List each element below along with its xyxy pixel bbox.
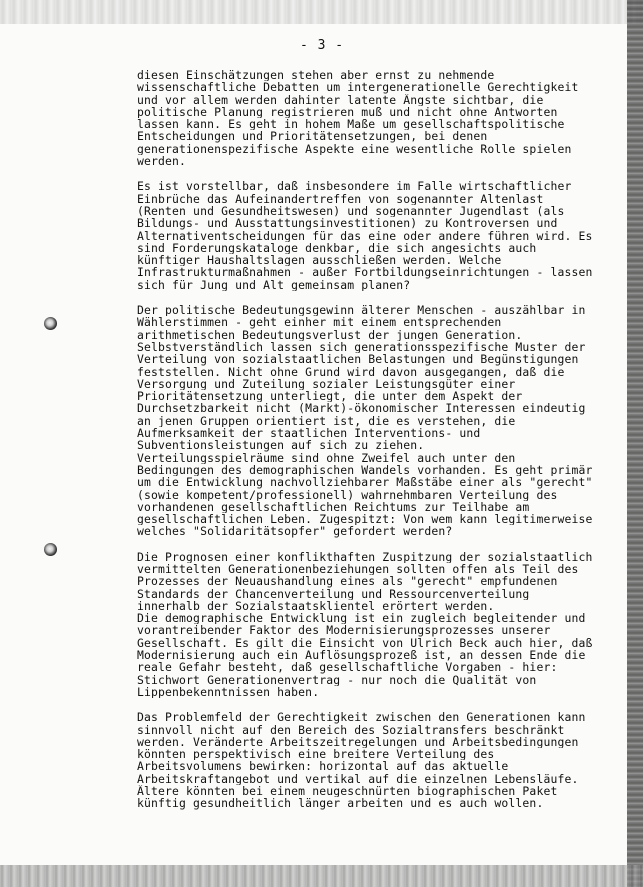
text-line: politische Planung registrieren muß und nicht ohne Antworten: [137, 105, 558, 119]
text-line: werden. Veränderte Arbeitszeitregelungen und Arbeitsbedingungen: [137, 735, 579, 749]
text-line: künftig gesundheitlich länger arbeiten und es auch wollen.: [137, 797, 544, 810]
text-line: diesen Einschätzungen stehen aber ernst zu nehmende: [137, 69, 495, 82]
text-line: vorhandenen gesellschaftlichen Reichtums zur Teilhabe am: [137, 500, 530, 514]
text-line: lassen kann. Es geht in hohem Maße um gesellschaftspolitische: [137, 118, 565, 131]
text-line: Lippenbekenntnissen haben.: [137, 685, 320, 699]
text-line: Aufmerksamkeit der staatlichen Interventions- und: [137, 427, 481, 440]
text-line: Entscheidungen und Prioritätensetzungen, bei denen: [137, 130, 488, 143]
text-line: Bildungs- und Ausstattungsinvestitionen) zu Kontroversen und: [137, 217, 558, 230]
text-line: künftiger Haushaltslagen ausschließen werden. Welche: [137, 254, 502, 267]
text-line: (sowie kompetent/professionell) wahrnehmbaren Verteilung des: [137, 488, 558, 501]
paragraph: [137, 180, 607, 291]
body-text: [137, 69, 607, 823]
text-line: (Renten und Gesundheitswesen) und sogenannter Jugendlast (als: [137, 204, 565, 218]
text-line: gesellschaftlichen Leben. Zugespitzt: Von wem kann legitimerweise: [137, 513, 593, 526]
text-line: Prozesses der Neuaushandlung eines als "gerecht" empfundenen: [137, 575, 558, 588]
text-line: könnten perspektivisch eine breitere Verteilung des: [137, 748, 495, 761]
scan-edge-top: [0, 0, 643, 24]
text-line: Infrastrukturmaßnahmen - außer Fortbildungseinrichtungen - lassen: [137, 266, 593, 279]
text-line: Stichwort Generationenvertrag - nur noch die Qualität von: [137, 673, 537, 686]
text-line: Wählerstimmen - geht einher mit einem entsprechenden: [137, 316, 502, 329]
text-line: Gesellschaft. Es gilt die Einsicht von Ulrich Beck auch hier, daß: [137, 636, 593, 650]
text-line: Arbeitsvolumens bewirken: horizontal auf das aktuelle: [137, 760, 509, 773]
text-line: vermittelten Generationenbeziehungen sollten offen als Teil des: [137, 562, 579, 576]
text-line: Selbstverständlich lassen sich generationsspezifische Muster der: [137, 340, 586, 354]
text-line: Modernisierung auch ein Auflösungsprozeß ist, an dessen Ende die: [137, 649, 586, 662]
punch-hole-icon: [44, 317, 57, 330]
text-line: Es ist vorstellbar, daß insbesondere im Falle wirtschaftlicher: [137, 180, 572, 193]
scan-edge-bottom: [0, 865, 643, 887]
text-line: und vor allem werden dahinter latente Ängste sichtbar, die: [137, 93, 544, 106]
scan-edge-right: [627, 0, 643, 887]
text-line: werden.: [137, 155, 187, 168]
text-line: Verteilung von sozialstaatlichen Belastungen und Begünstigungen: [137, 353, 579, 366]
text-line: generationenspezifische Aspekte eine wesentliche Rolle spielen: [137, 142, 572, 156]
text-line: Subventionsleistungen auf sich zu ziehen.: [137, 439, 425, 452]
text-line: Der politische Bedeutungsgewinn älterer Menschen - auszählbar in: [137, 304, 586, 317]
text-line: an jenen Gruppen orientiert ist, die es verstehen, die: [137, 414, 516, 428]
text-line: sich für Jung und Alt gemeinsam planen?: [137, 278, 411, 292]
text-line: Versorgung und Zuteilung sozialer Leistungsgüter einer: [137, 377, 516, 391]
text-line: feststellen. Nicht ohne Grund wird davon ausgegangen, daß die: [137, 365, 565, 378]
page-number: - 3 -: [300, 38, 345, 53]
text-line: Ältere könnten bei einem neugeschnürten biographischen Paket: [137, 785, 558, 798]
text-line: Bedingungen des demographischen Wandels vorhanden. Es geht primär: [137, 463, 593, 477]
text-line: um die Entwicklung nachvollziehbarer Maßstäbe einer als "gerecht": [137, 476, 593, 489]
text-line: innerhalb der Sozialstaatsklientel erörtert werden.: [137, 599, 495, 613]
paragraph: [137, 304, 607, 538]
text-line: Verteilungsspielräume sind ohne Zweifel auch unter den: [137, 451, 516, 464]
text-line: arithmetischen Bedeutungsverlust der jungen Generation.: [137, 328, 523, 341]
text-line: welches "Solidaritätsopfer" gefordert werden?: [137, 525, 453, 538]
text-line: Die demographische Entwicklung ist ein zugleich begleitender und: [137, 612, 586, 625]
paragraph: [137, 69, 607, 167]
text-line: reale Gefahr besteht, daß gesellschaftliche Vorgaben - hier:: [137, 661, 558, 674]
text-line: Einbrüche das Aufeinandertreffen von sogenannter Altenlast: [137, 192, 544, 205]
text-line: Arbeitskraftangebot und vertikal auf die einzelnen Lebensläufe.: [137, 772, 579, 786]
paragraph: [137, 711, 607, 809]
paragraph: [137, 551, 607, 699]
punch-hole-icon: [44, 543, 57, 556]
text-line: Prioritätensetzung unterliegt, die unter dem Aspekt der: [137, 390, 523, 403]
text-line: Die Prognosen einer konflikthaften Zuspitzung der sozialstaatlich: [137, 550, 593, 563]
text-line: sind Forderungskataloge denkbar, die sich angesichts auch: [137, 241, 537, 255]
text-line: Durchsetzbarkeit nicht (Markt)-ökonomischer Interessen eindeutig: [137, 402, 586, 415]
text-line: Standards der Chancenverteilung und Ressourcenverteilung: [137, 587, 530, 600]
text-line: wissenschaftliche Debatten um intergenerationelle Gerechtigkeit: [137, 81, 579, 94]
text-line: sinnvoll nicht auf den Bereich des Sozialtransfers beschränkt: [137, 723, 565, 736]
text-line: vorantreibender Faktor des Modernisierungsprozesses unserer: [137, 624, 551, 637]
text-line: Alternativentscheidungen für das eine oder andere führen wird. Es: [137, 229, 593, 242]
text-line: Das Problemfeld der Gerechtigkeit zwischen den Generationen kann: [137, 711, 586, 724]
